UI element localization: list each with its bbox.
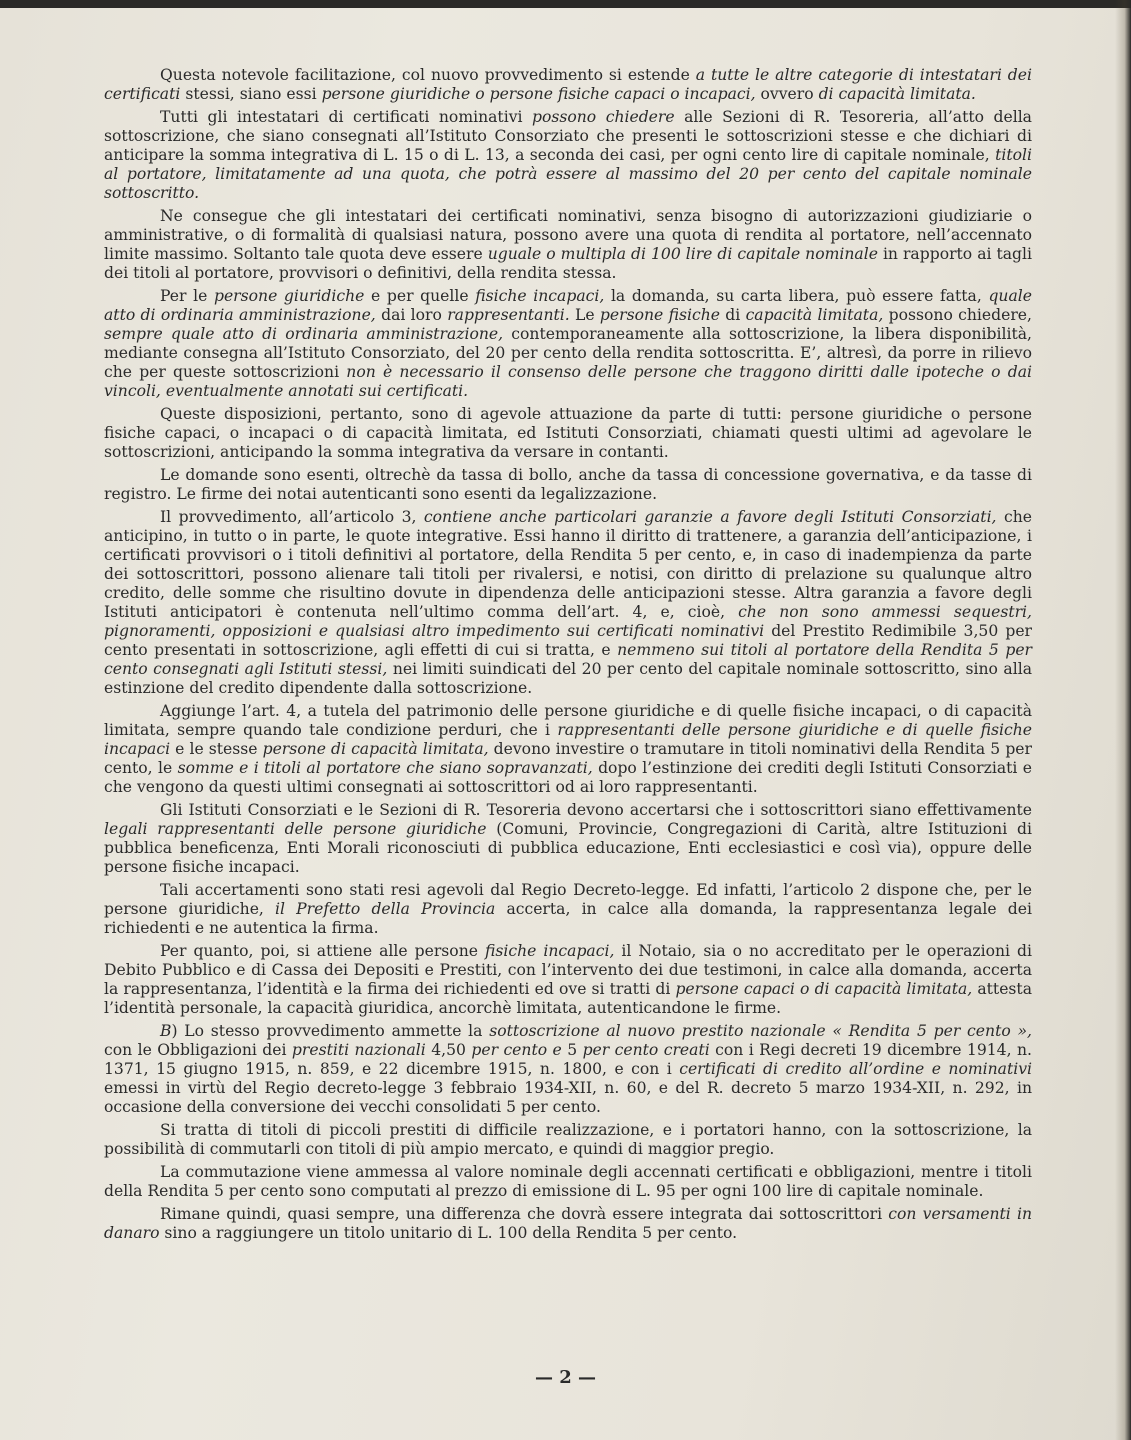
text-run: di — [719, 306, 746, 324]
text-run: Tali accertamenti sono stati resi agevoli dal Regio Decreto-legge. Ed infatti, l’articolo 2 dispone che, per le persone giuridiche, — [104, 881, 1032, 918]
text-run: Ne consegue che gli intestatari dei certificati nominativi, senza bisogno di autorizzazioni giudiziarie o amministrative, o di formalità di qualsiasi natura, possono avere una quota di rendita al portatore, nell’accennato limite massimo. Soltanto tale quota deve essere — [104, 207, 1032, 263]
italic-text: legali rappresentanti delle persone giuridiche — [104, 820, 487, 838]
text-run: dai loro — [375, 306, 448, 324]
text-run: emessi in virtù del Regio decreto-legge 3 febbraio 1934-XII, n. 60, e del R. decreto 5 marzo 1934-XII, n. 292, in occasione della conversione dei vecchi consolidati 5 per cento. — [104, 1079, 1032, 1116]
italic-text: somme e i titoli al portatore che siano sopravanzati, — [177, 759, 593, 777]
italic-text: contiene anche particolari garanzie a favore degli Istituti Consorziati, — [423, 508, 997, 526]
italic-text: capacità limitata, — [745, 306, 884, 324]
paragraph-p12 — [104, 1022, 1032, 1117]
paragraph-p10 — [104, 881, 1032, 938]
paragraph-p4 — [104, 287, 1032, 401]
italic-text: rappresentanti. — [447, 306, 570, 324]
paragraph-p14 — [104, 1163, 1032, 1201]
text-run: dopo l’estinzione dei crediti degli Istituti Consorziati e che vengono da questi ultimi consegnati ai sottoscrittori od ai loro rappresentanti. — [104, 759, 1032, 796]
text-run: nei limiti suindicati del 20 per cento del capitale nominale sottoscritto, sino alla estinzione del credito dipendente dalla sottoscrizione. — [104, 660, 1032, 697]
text-run: Il provvedimento, all’articolo 3, — [160, 508, 424, 526]
italic-text: fisiche incapaci, — [484, 942, 615, 960]
italic-text: B — [160, 1022, 172, 1040]
text-run: (Comuni, Provincie, Congregazioni di Carità, altre Istituzioni di pubblica beneficenza, Enti Morali riconosciuti di pubblica educazione, Enti ecclesiastici e così via), oppure delle persone fisiche incapaci. — [104, 820, 1032, 876]
body-text — [104, 66, 1032, 1247]
paragraph-p6 — [104, 466, 1032, 504]
paragraph-p15 — [104, 1205, 1032, 1243]
paragraph-p11 — [104, 942, 1032, 1018]
italic-text: prestiti nazionali — [291, 1041, 426, 1059]
paragraph-p3 — [104, 207, 1032, 283]
italic-text: certificati di credito all’ordine e nominativi — [679, 1060, 1032, 1078]
italic-text: persone di capacità limitata, — [262, 740, 489, 758]
italic-text: persone fisiche — [599, 306, 720, 324]
text-run: Le domande sono esenti, oltrechè da tassa di bollo, anche da tassa di concessione governativa, e da tasse di registro. Le firme dei notai autenticanti sono esenti da legalizzazione. — [104, 466, 1032, 503]
text-run: Le — [569, 306, 600, 324]
text-run: Queste disposizioni, pertanto, sono di agevole attuazione da parte di tutti: persone giuridiche o persone fisiche capaci, o incapaci o di capacità limitata, ed Istituti Consorziati, chiamati questi ultimi ad agevolare le sottoscrizioni, anticipando la somma integrativa da versare in contanti. — [104, 405, 1032, 461]
paragraph-p13 — [104, 1121, 1032, 1159]
italic-text: sempre quale atto di ordinaria amministrazione, — [104, 325, 504, 343]
paragraph-p2 — [104, 108, 1032, 203]
italic-text: per cento e — [471, 1041, 562, 1059]
italic-text: uguale o multipla di 100 lire di capitale nominale — [487, 245, 878, 263]
paragraph-p9 — [104, 801, 1032, 877]
text-run: contemporaneamente alla sottoscrizione, la libera disponibilità, mediante consegna all’Istituto Consorziato, del 20 per cento della rendita sottoscritta. E’, altresì, da porre in rilievo che per queste sottoscrizioni — [104, 325, 1032, 381]
text-run: La commutazione viene ammessa al valore nominale degli accennati certificati e obbligazioni, mentre i titoli della Rendita 5 per cento sono computati al prezzo di emissione di L. 95 per ogni 100 lire di capitale nominale. — [104, 1163, 1032, 1200]
italic-text: sottoscrizione al nuovo prestito nazionale « Rendita 5 per cento », — [489, 1022, 1032, 1040]
italic-text: persone giuridiche — [213, 287, 365, 305]
italic-text: persone capaci o di capacità limitata, — [675, 980, 973, 998]
text-run: il Notaio, sia o no accreditato per le operazioni di Debito Pubblico e di Cassa dei Depositi e Prestiti, con l’intervento dei due testimoni, in calce alla domanda, accerta la rappresentanza, l’identità e la firma dei richiedenti ed ove si tratti di — [104, 942, 1032, 998]
text-run: Aggiunge l’art. 4, a tutela del patrimonio delle persone giuridiche e di quelle fisiche incapaci, o di capacità limitata, sempre quando tale condizione perduri, che i — [104, 702, 1032, 739]
italic-text: possono chiedere — [532, 108, 675, 126]
italic-text: il Prefetto della Provincia — [275, 900, 496, 918]
text-run: Tutti gli intestatari di certificati nominativi — [160, 108, 532, 126]
italic-text: con versamenti in danaro — [104, 1205, 1032, 1242]
text-run: con le Obbligazioni dei — [104, 1041, 292, 1059]
italic-text: non è necessario il consenso delle persone che traggono diritti dalle ipoteche o dai vincoli, eventualmente annotati sui certificati. — [104, 363, 1033, 400]
paragraph-p5 — [104, 405, 1032, 462]
text-run: la domanda, su carta libera, può essere fatta, — [604, 287, 989, 305]
italic-text: quale atto di ordinaria amministrazione, — [104, 287, 1032, 324]
text-run: Si tratta di titoli di piccoli prestiti di difficile realizzazione, e i portatori hanno, con la sottoscrizione, la possibilità di commutarli con titoli di più ampio mercato, e quindi di maggior pregio. — [104, 1121, 1032, 1158]
paragraph-p8 — [104, 702, 1032, 797]
text-run: stessi, siano essi — [180, 85, 322, 103]
italic-text: che non sono ammessi sequestri, pignoramenti, opposizioni e qualsiasi altro impedimento sui certificati nominativi — [104, 603, 1033, 640]
text-run: del Prestito Redimibile 3,50 per cento presentati in sottoscrizione, agli effetti di cui si tratta, e — [104, 622, 1033, 659]
italic-text: di capacità limitata. — [818, 85, 976, 103]
page-number: — 2 — — [534, 1367, 597, 1388]
paragraph-p1 — [104, 66, 1032, 104]
text-run: ) Lo stesso provvedimento ammette la — [171, 1022, 490, 1040]
italic-text: nemmeno sui titoli al portatore della Rendita 5 per cento consegnati agli Istituti stessi, — [104, 641, 1032, 678]
text-run: accerta, in calce alla domanda, la rappresentanza legale dei richiedenti e ne autentica la firma. — [104, 900, 1032, 937]
text-run: Rimane quindi, quasi sempre, una differenza che dovrà essere integrata dai sottoscrittori — [160, 1205, 889, 1223]
text-run: attesta l’identità personale, la capacità giuridica, ancorchè limitata, autenticandone le firme. — [104, 980, 1032, 1017]
text-run: 4,50 — [425, 1041, 472, 1059]
italic-text: fisiche incapaci, — [475, 287, 605, 305]
text-run: possono chiedere, — [883, 306, 1032, 324]
text-run: Questa notevole facilitazione, col nuovo provvedimento si estende — [160, 66, 696, 84]
text-run: sino a raggiungere un titolo unitario di L. 100 della Rendita 5 per cento. — [159, 1224, 738, 1242]
text-run: e per quelle — [364, 287, 476, 305]
text-run: con i Regi decreti 19 dicembre 1914, n. 1371, 15 giugno 1915, n. 859, e 22 dicembre 1915, n. 1800, e con i — [104, 1041, 1032, 1078]
paragraph-p7 — [104, 508, 1032, 698]
italic-text: persone giuridiche o persone fisiche capaci o incapaci, — [321, 85, 756, 103]
italic-text: rappresentanti delle persone giuridiche e di quelle fisiche incapaci — [104, 721, 1032, 758]
italic-text: a tutte le altre categorie di intestatari dei certificati — [104, 66, 1032, 103]
italic-text: titoli al portatore, limitatamente ad una quota, che potrà essere al massimo del 20 per cento del capitale nominale sottoscritto. — [104, 146, 1032, 202]
text-run: ovvero — [755, 85, 819, 103]
text-run: devono investire o tramutare in titoli nominativi della Rendita 5 per cento, le — [104, 740, 1032, 777]
text-run: 5 — [561, 1041, 583, 1059]
text-run: alle Sezioni di R. Tesoreria, all’atto della sottoscrizione, che siano consegnati all’Istituto Consorziato che presenti le sottoscrizioni stesse e che dichiari di anticipare la somma integrativa di L. 15 o di L. 13, a seconda dei casi, per ogni cento lire di capitale nominale, — [104, 108, 1032, 164]
text-run: Per le — [160, 287, 214, 305]
text-run: Gli Istituti Consorziati e le Sezioni di R. Tesoreria devono accertarsi che i sottoscrittori siano effettivamente — [160, 801, 1032, 819]
text-run: che anticipino, in tutto o in parte, le quote integrative. Essi hanno il diritto di trattenere, a garanzia dell’anticipazione, i certificati provvisori o i titoli definitivi al portatore, della Rendita 5 per cento, e, in caso di inadempienza da parte dei sottoscrittori, possono alienare tali titoli per rivalersi, e notisi, con diritto di prelazione su qualunque altro credito, delle somme che risultino dovute in dipendenza delle anticipazioni stesse. Altra garanzia a favore degli Istituti anticipatori è contenuta nell’ultimo comma dell’art. 4, e, cioè, — [104, 508, 1032, 621]
text-run: in rapporto ai tagli dei titoli al portatore, provvisori o definitivi, della rendita stessa. — [104, 245, 1033, 282]
text-run: e le stesse — [170, 740, 263, 758]
italic-text: per cento creati — [582, 1041, 710, 1059]
text-run: Per quanto, poi, si attiene alle persone — [160, 942, 485, 960]
